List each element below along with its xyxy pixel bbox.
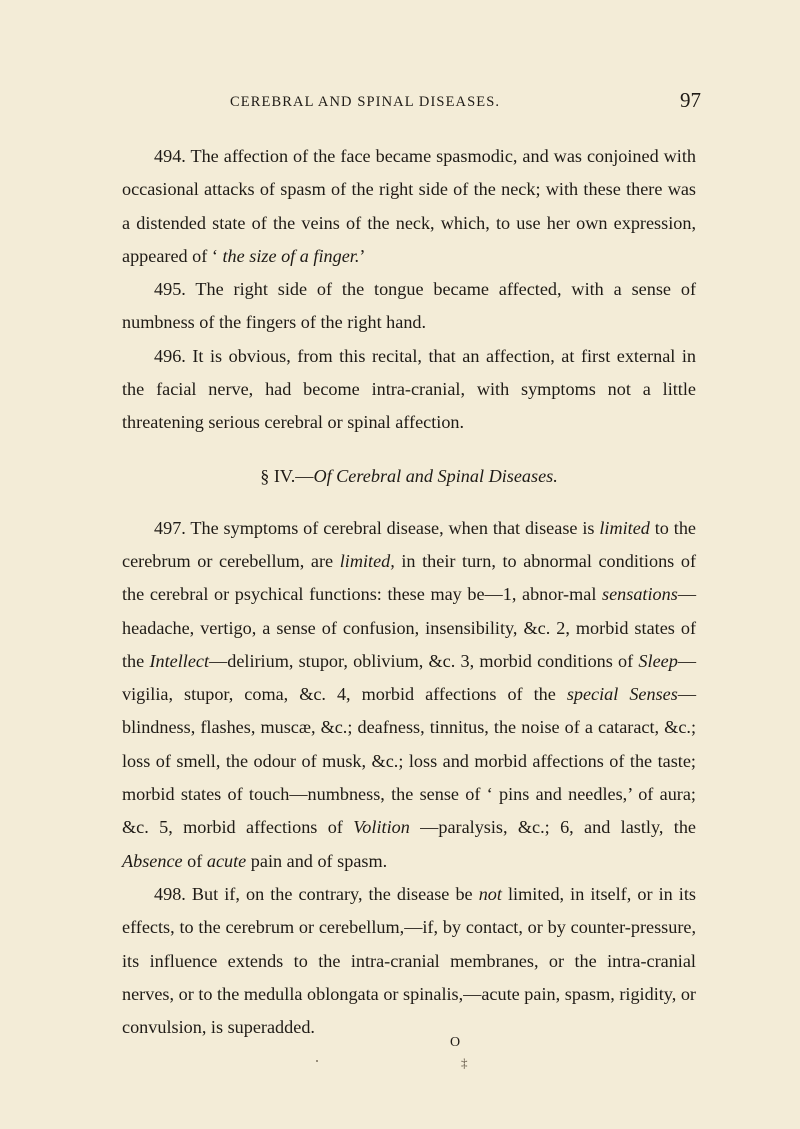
paragraph-496: 496. It is obvious, from this recital, that an affection, at first external in the facial nerve, had become intra-cranial, with symptoms not a little threatening serious cerebral or spinal affection. bbox=[122, 345, 696, 433]
p497-i6: special Senses bbox=[566, 684, 678, 705]
p498-i1: not bbox=[478, 883, 502, 904]
body-text bbox=[122, 140, 696, 1044]
page-number: 97 bbox=[680, 88, 701, 112]
p498-s1: 498. But if, on the contrary, the disease be bbox=[154, 883, 479, 904]
paragraph-498 bbox=[122, 878, 696, 1044]
section-heading-prefix: § IV.— bbox=[260, 465, 314, 486]
p497-i4: Intellect bbox=[149, 650, 210, 671]
p497-i7: Volition bbox=[353, 817, 410, 838]
p497-i3: sensations bbox=[602, 584, 678, 605]
paragraph-495: 495. The right side of the tongue became affected, with a sense of numbness of the fingers of the right hand. bbox=[122, 279, 696, 333]
paragraph-494-quote: the size of a finger. bbox=[222, 245, 360, 266]
p497-s9: of bbox=[182, 850, 207, 871]
p497-s10: pain and of spasm. bbox=[246, 850, 388, 871]
p497-s2: to the cerebrum or cerebellum, are bbox=[122, 517, 696, 571]
p498-s2: limited, in itself, or in its effects, to the cerebrum or cerebellum,—if, by contact, or by counter-pressure, its influence extends to the intra-cranial membranes, or the intra-cranial nerves, or to the medulla oblongata or spinalis,—acute pain, spasm, rigidity, or convulsion, is superadded. bbox=[122, 883, 696, 1038]
paragraph-497 bbox=[122, 512, 696, 878]
p497-s4: —headache, vertigo, a sense of confusion, insensibility, &c. 2, morbid states of the bbox=[122, 584, 696, 671]
signature-mark: O bbox=[450, 1035, 461, 1050]
p497-i5: Sleep bbox=[638, 650, 678, 671]
p497-i2: limited, bbox=[339, 550, 395, 571]
paragraph-494 bbox=[122, 140, 696, 273]
paper-speck bbox=[316, 1060, 318, 1062]
section-heading bbox=[122, 449, 696, 503]
p497-s3: in their turn, to abnormal conditions of the cerebral or psychical functions: these may be—1, abnor-mal bbox=[122, 550, 696, 605]
p497-s8: —paralysis, &c.; 6, and lastly, the bbox=[409, 817, 697, 838]
paragraph-494-text: 494. The affection of the face became spasmodic, and was conjoined with occasional attacks of spasm of the right side of the neck; with these there was a distended state of the veins of the neck, which, to use her own expression, appeared of ‘ bbox=[122, 146, 696, 266]
p497-i9: acute bbox=[206, 850, 247, 871]
running-head: CEREBRAL AND SPINAL DISEASES. bbox=[230, 94, 501, 110]
p497-s6: —vigilia, stupor, coma, &c. 4, morbid affections of the bbox=[122, 650, 696, 705]
p497-s5: —delirium, stupor, oblivium, &c. 3, morbid conditions of bbox=[209, 650, 639, 671]
p497-s7: —blindness, flashes, muscæ, &c.; deafness, tinnitus, the noise of a cataract, &c.; loss of smell, the odour of musk, &c.; loss and morbid affections of the taste; morbid states of touch—numbness, the sense of ‘ pins and needles,’ of aura; &c. 5, morbid affections of bbox=[122, 684, 696, 838]
printer-mark: ‡ bbox=[461, 1055, 468, 1070]
p497-i8: Absence bbox=[122, 850, 183, 871]
paragraph-494-close-quote: ’ bbox=[359, 245, 366, 266]
section-heading-title: Of Cerebral and Spinal Diseases. bbox=[313, 465, 558, 486]
p497-i1: limited bbox=[599, 517, 650, 538]
p497-s1: 497. The symptoms of cerebral disease, when that disease is bbox=[154, 517, 600, 538]
